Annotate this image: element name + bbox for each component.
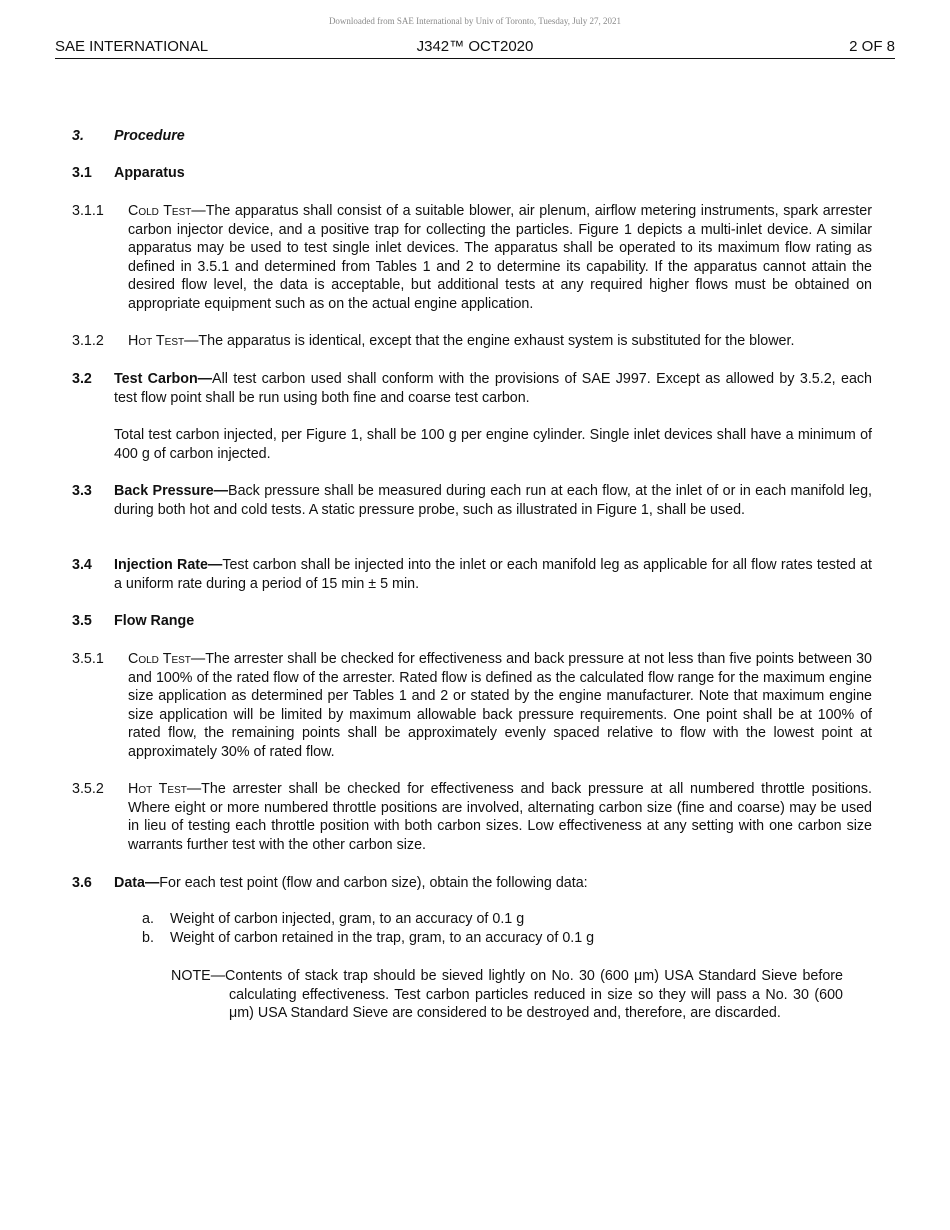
section-3-4 xyxy=(72,556,872,593)
section-number: 3.1.2 xyxy=(72,333,104,349)
run-in-heading: Cold Test xyxy=(128,203,192,219)
section-3-1-1 xyxy=(72,202,872,314)
page-header xyxy=(55,38,895,59)
paragraph-text: —The arrester shall be checked for effectiveness and back pressure at not less than five points between 30 and 100% of the rated flow of the arrester. Rated flow is defined as the calculated flow range for the maximum engine size application as determined per Tables 1 and 2 or stated by the engine manufacturer. Note that maximum engine size application will be limited by maximum allowable back pressure requirements. One point shall be at 100% of rated flow, the remaining points shall be approximately evenly spaced relative to flow with the lowest point at approximately 30% of rated flow. xyxy=(128,651,872,760)
section-paragraph xyxy=(128,650,872,762)
header-page-number: 2 OF 8 xyxy=(849,38,895,55)
section-paragraph xyxy=(114,874,872,893)
list-item xyxy=(142,910,862,929)
download-banner: Downloaded from SAE International by Univ of Toronto, Tuesday, July 27, 2021 xyxy=(328,16,622,26)
section-3-1-heading xyxy=(72,164,872,183)
run-in-heading: Back Pressure— xyxy=(114,483,229,499)
section-3-2 xyxy=(72,370,872,463)
run-in-heading: Hot Test xyxy=(128,333,185,349)
list-item-letter: b. xyxy=(142,929,154,946)
section-number: 3. xyxy=(72,128,84,144)
section-number: 3.3 xyxy=(72,483,92,499)
section-3-3 xyxy=(72,482,872,519)
paragraph-text: —The apparatus shall consist of a suitable blower, air plenum, airflow metering instruments, spark arrester carbon injector device, and a positive trap for collecting the particles. Figure 1 depicts a multi-inlet device. A similar apparatus may be used to test single inlet devices. The apparatus shall be operated to its maximum flow rating as defined in 3.5.1 and determined from Tables 1 and 2 to determine its capability. If the apparatus cannot attain the desired flow level, the data is acceptable, but additional tests at any required higher flows must be obtained on appropriate equipment such as on the actual engine application. xyxy=(128,203,872,312)
section-3-6 xyxy=(72,874,872,893)
list-item-text: Weight of carbon injected, gram, to an accuracy of 0.1 g xyxy=(170,911,525,927)
paragraph-text: —The apparatus is identical, except that the engine exhaust system is substituted for the blower. xyxy=(184,333,795,349)
section-title: Procedure xyxy=(114,128,185,144)
run-in-heading: Cold Test xyxy=(128,651,191,667)
list-item-letter: a. xyxy=(142,911,154,927)
section-paragraph xyxy=(114,370,872,407)
note-text: NOTE—Contents of stack trap should be sieved lightly on No. 30 (600 μm) USA Standard Sieve before calculating effectiveness. Test carbon particles reduced in size so they will pass a No. 30 (600 μm) USA Standard Sieve are considered to be destroyed and, therefore, are discarded. xyxy=(171,968,843,1022)
section-paragraph xyxy=(128,332,872,351)
run-in-heading: Injection Rate— xyxy=(114,557,223,573)
paragraph-text: Test carbon shall be injected into the inlet or each manifold leg as applicable for all flow rates tested at a uniform rate during a period of 15 min ± 5 min. xyxy=(114,557,872,592)
header-publisher: SAE INTERNATIONAL xyxy=(55,38,209,55)
run-in-heading: Data— xyxy=(114,875,160,891)
section-3-5-heading xyxy=(72,612,872,631)
section-number: 3.2 xyxy=(72,371,92,387)
header-doc-id: J342™ OCT2020 xyxy=(416,38,534,55)
list-item-text: Weight of carbon retained in the trap, gram, to an accuracy of 0.1 g xyxy=(170,929,595,946)
section-3-heading xyxy=(72,127,872,146)
section-3-5-1 xyxy=(72,650,872,762)
section-number: 3.1.1 xyxy=(72,203,104,219)
section-paragraph xyxy=(128,202,872,314)
section-number: 3.6 xyxy=(72,875,92,891)
section-paragraph-2: Total test carbon injected, per Figure 1, shall be 100 g per engine cylinder. Single inlet devices shall have a minimum of 400 g of carbon injected. xyxy=(114,427,872,462)
section-paragraph xyxy=(114,556,872,593)
list-item xyxy=(142,929,862,948)
section-number: 3.4 xyxy=(72,557,92,573)
section-number: 3.1 xyxy=(72,165,92,181)
section-3-1-2 xyxy=(72,332,872,351)
paragraph-text: For each test point (flow and carbon size), obtain the following data: xyxy=(159,875,588,891)
section-paragraph xyxy=(114,482,872,519)
section-number: 3.5.2 xyxy=(72,781,104,797)
section-title: Flow Range xyxy=(114,613,195,629)
section-number: 3.5 xyxy=(72,613,92,629)
section-number: 3.5.1 xyxy=(72,651,104,667)
section-3-5-2 xyxy=(72,780,872,854)
data-list xyxy=(142,910,862,947)
run-in-heading: Hot Test xyxy=(128,781,187,797)
paragraph-text: Back pressure shall be measured during each run at each flow, at the inlet of or in each manifold leg, during both hot and cold tests. A static pressure probe, such as illustrated in Figure 1, shall be used. xyxy=(114,483,872,518)
sieve-note xyxy=(171,967,843,1023)
paragraph-text: —The arrester shall be checked for effectiveness and back pressure at all numbered throttle positions. Where eight or more numbered throttle positions are involved, alternating carbon size (fine and coarse) may be used in lieu of testing each throttle position with both carbon sizes. Low effectiveness at any setting with one carbon size warrants further test with the other carbon size. xyxy=(128,781,872,853)
run-in-heading: Test Carbon— xyxy=(114,371,213,387)
paragraph-text: All test carbon used shall conform with the provisions of SAE J997. Except as allowed by 3.5.2, each test flow point shall be run using both fine and coarse test carbon. xyxy=(114,371,872,406)
section-title: Apparatus xyxy=(114,165,185,181)
section-paragraph xyxy=(128,780,872,854)
